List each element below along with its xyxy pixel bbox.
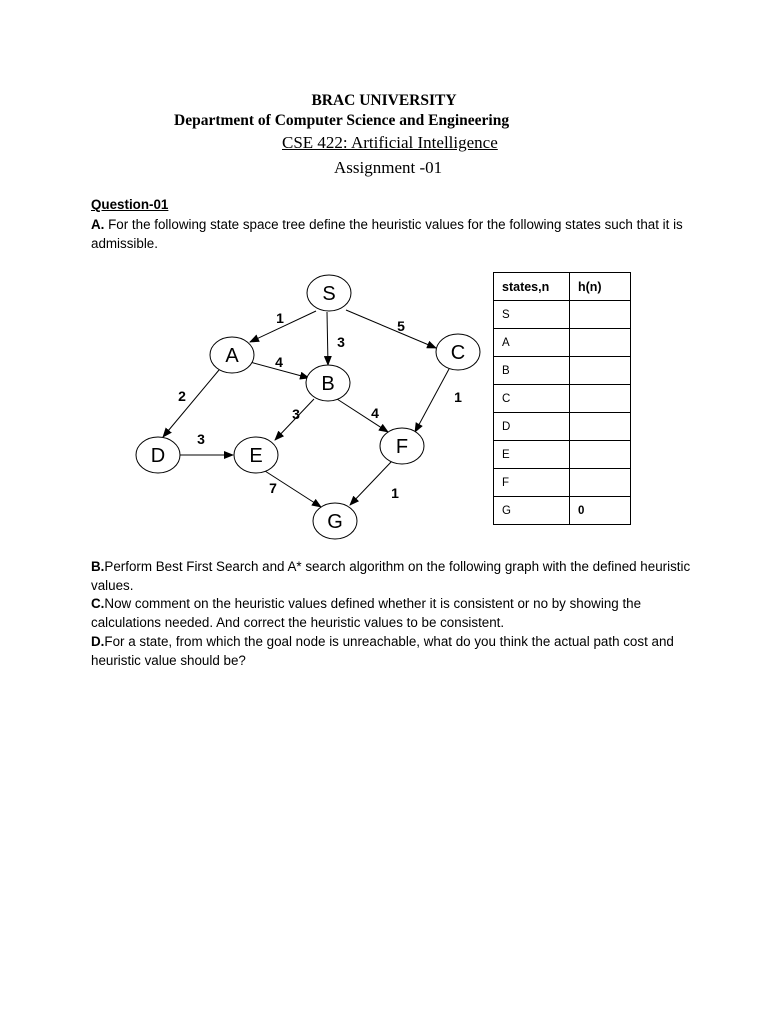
h-cell [570, 385, 631, 413]
part-c-label: C. [91, 596, 105, 611]
part-c-body: Now comment on the heuristic values defined whether it is consistent or no by showing the calculations needed. And correct the heuristic values to be consistent. [91, 596, 642, 630]
part-a-label: A. [91, 217, 105, 232]
node-label-g: G [327, 511, 343, 533]
node-label-s: S [322, 283, 336, 305]
state-cell: C [494, 385, 570, 413]
cost-s-c: 5 [397, 318, 405, 334]
cost-b-f: 4 [371, 405, 379, 421]
table-row [494, 469, 631, 497]
table-row [494, 357, 631, 385]
course-title: CSE 422: Artificial Intelligence [282, 133, 498, 152]
h-cell [570, 329, 631, 357]
table-row [494, 385, 631, 413]
university-name: BRAC UNIVERSITY [311, 92, 457, 109]
edge-f-g [350, 461, 392, 505]
node-label-a: A [225, 345, 239, 367]
node-label-d: D [150, 445, 166, 467]
cost-s-a: 1 [276, 310, 284, 326]
node-label-f: F [395, 436, 409, 458]
state-cell: D [494, 413, 570, 441]
h-cell [570, 357, 631, 385]
edge-a-d [163, 370, 219, 437]
state-cell: S [494, 301, 570, 329]
h-cell: 0 [570, 497, 631, 525]
header-h: h(n) [570, 273, 631, 301]
edge-s-b [327, 312, 328, 365]
cost-c-f: 1 [454, 389, 462, 405]
cost-b-e: 3 [292, 406, 300, 422]
table-header-row [494, 273, 631, 301]
state-cell: A [494, 329, 570, 357]
header-states: states,n [494, 273, 570, 301]
part-d-label: D. [91, 634, 105, 649]
part-c-text [91, 594, 691, 632]
part-d-body: For a state, from which the goal node is unreachable, what do you think the actual path cost and heuristic value should be? [91, 634, 674, 668]
edge-c-f [415, 369, 449, 432]
cost-f-g: 1 [391, 485, 399, 501]
state-cell: G [494, 497, 570, 525]
node-label-c: C [450, 342, 466, 364]
node-label-e: E [249, 445, 263, 467]
cost-s-b: 3 [337, 334, 345, 350]
state-cell: E [494, 441, 570, 469]
table-row [494, 497, 631, 525]
assignment-title: Assignment -01 [334, 158, 443, 177]
table-row [494, 329, 631, 357]
part-a-body: For the following state space tree define the heuristic values for the following states such that it is admissible. [91, 217, 683, 251]
heuristic-table [493, 272, 631, 525]
cost-e-g: 7 [269, 480, 277, 496]
edge-s-c [346, 310, 436, 348]
cost-d-e: 3 [197, 431, 205, 447]
state-cell: B [494, 357, 570, 385]
cost-a-b: 4 [275, 354, 283, 370]
table-row [494, 441, 631, 469]
table-row [494, 301, 631, 329]
h-cell [570, 413, 631, 441]
table-row [494, 413, 631, 441]
question-title: Question-01 [91, 197, 169, 212]
node-label-b: B [321, 373, 335, 395]
part-d-text [91, 632, 691, 670]
cost-a-d: 2 [178, 388, 186, 404]
edge-b-f [337, 399, 388, 432]
department-name: Department of Computer Science and Engineering [174, 112, 510, 129]
part-b-label: B. [91, 559, 105, 574]
part-b-body: Perform Best First Search and A* search algorithm on the following graph with the defined heuristic values. [91, 559, 691, 593]
part-b-text [91, 557, 691, 595]
h-cell [570, 301, 631, 329]
h-cell [570, 441, 631, 469]
state-cell: F [494, 469, 570, 497]
h-cell [570, 469, 631, 497]
